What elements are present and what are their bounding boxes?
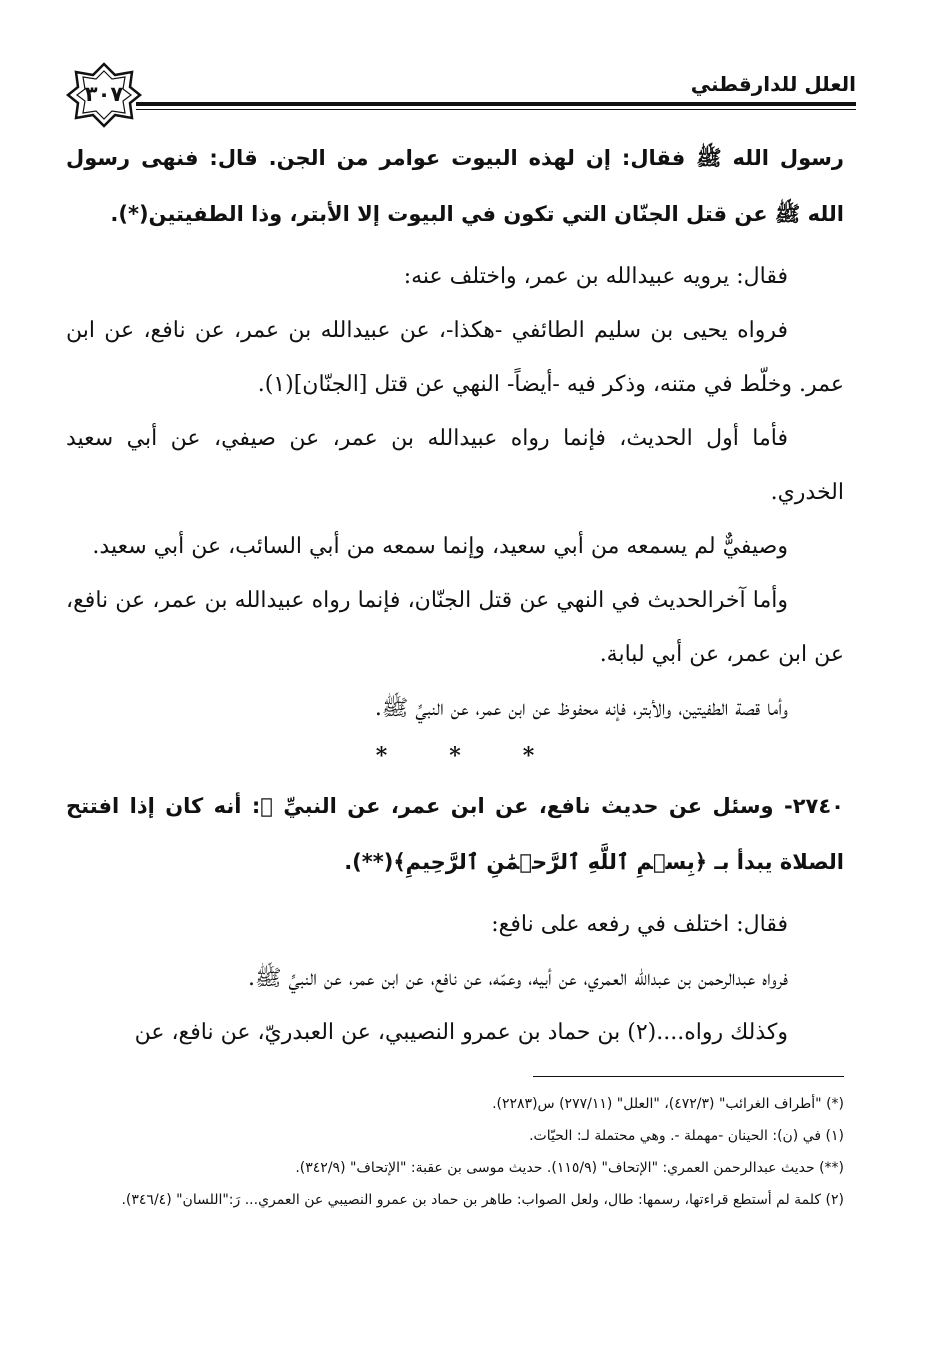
footnote: (١) في (ن): الحينان -مهملة -. وهي محتملة لـ: الحيّات.	[529, 1128, 844, 1144]
paragraph: فقال: يرويه عبيدالله بن عمر، واختلف عنه:	[403, 264, 788, 289]
paragraph: وصيفيٌّ لم يسمعه من أبي سعيد، وإنما سمعه من أبي السائب، عن أبي سعيد.	[92, 534, 788, 559]
header-rule	[136, 102, 856, 106]
paragraph: فرواه يحيى بن سليم الطائفي -هكذا-، عن عبيدالله بن عمر، عن نافع، عن ابن عمر. وخلّط في متنه، وذكر فيه -أيضاً- النهي عن قتل [الجنّان](١).	[66, 318, 844, 397]
footnotes	[66, 1088, 844, 1216]
paragraph: وأما آخرالحديث في النهي عن قتل الجنّان، فإنما رواه عبيدالله بن عمر، عن نافع، عن ابن عمر، عن أبي لبابة.	[66, 588, 844, 667]
paragraph: فأما أول الحديث، فإنما رواه عبيدالله بن عمر، عن صيفي، عن أبي سعيد الخدري.	[66, 426, 844, 505]
header-rule-thin	[136, 109, 856, 110]
footnote: (*) "أطراف الغرائب" (٤٧٢/٣)، "العلل" (٢٧٧/١١) س(٢٢٨٣).	[492, 1096, 844, 1112]
footnote: (**) حديث عبدالرحمن العمري: "الإتحاف" (١١٥/٩). حديث موسى بن عقبة: "الإتحاف" (٣٤٢/٩).	[295, 1160, 844, 1176]
separator-asterisk: *	[522, 743, 535, 769]
entry-question: ٢٧٤٠- وسئل عن حديث نافع، عن ابن عمر، عن النبيِّ ﷺ: أنه كان إذا افتتح الصلاة يبدأ بـ ﴿بِسۡمِ ٱللَّهِ ٱلرَّحۡمَٰنِ ٱلرَّحِيمِ﴾(**).	[66, 794, 844, 874]
footnote-rule	[533, 1076, 844, 1077]
paragraph: وأما قصة الطفيتين، والأبتر، فإنه محفوظ عن ابن عمر، عن النبيِّ ﷺ.	[374, 696, 788, 721]
footnote: (٢) كلمة لم أستطع قراءتها، رسمها: طال، ولعل الصواب: طاهر بن حماد بن عمرو النصيبي عن العمري... رَ:"اللسان" (٣٤٦/٤).	[121, 1192, 844, 1208]
running-title: العلل للدارقطني	[690, 72, 856, 96]
section-separator	[66, 738, 844, 774]
separator-asterisk: *	[449, 743, 461, 769]
paragraph: رسول الله ﷺ فقال: إن لهذه البيوت عوامر من الجن. قال: فنهى رسول الله ﷺ عن قتل الجنّان التي تكون في البيوت إلا الأبتر، وذا الطفيتين(*).	[66, 146, 844, 226]
page-number-badge	[66, 62, 142, 128]
paragraph: وكذلك رواه....(٢) بن حماد بن عمرو النصيبي، عن العبدريّ، عن نافع، عن	[134, 1020, 788, 1045]
main-text	[66, 130, 844, 1060]
separator-asterisk: *	[375, 743, 388, 769]
page-header	[66, 62, 856, 128]
paragraph: فقال: اختلف في رفعه على نافع:	[491, 912, 788, 937]
page-number: ٣٠٧	[84, 82, 124, 106]
paragraph: فرواه عبدالرحمن بن عبدالله العمري، عن أبيه، وعمّه، عن نافع، عن ابن عمر، عن النبيِّ ﷺ.	[247, 966, 788, 991]
